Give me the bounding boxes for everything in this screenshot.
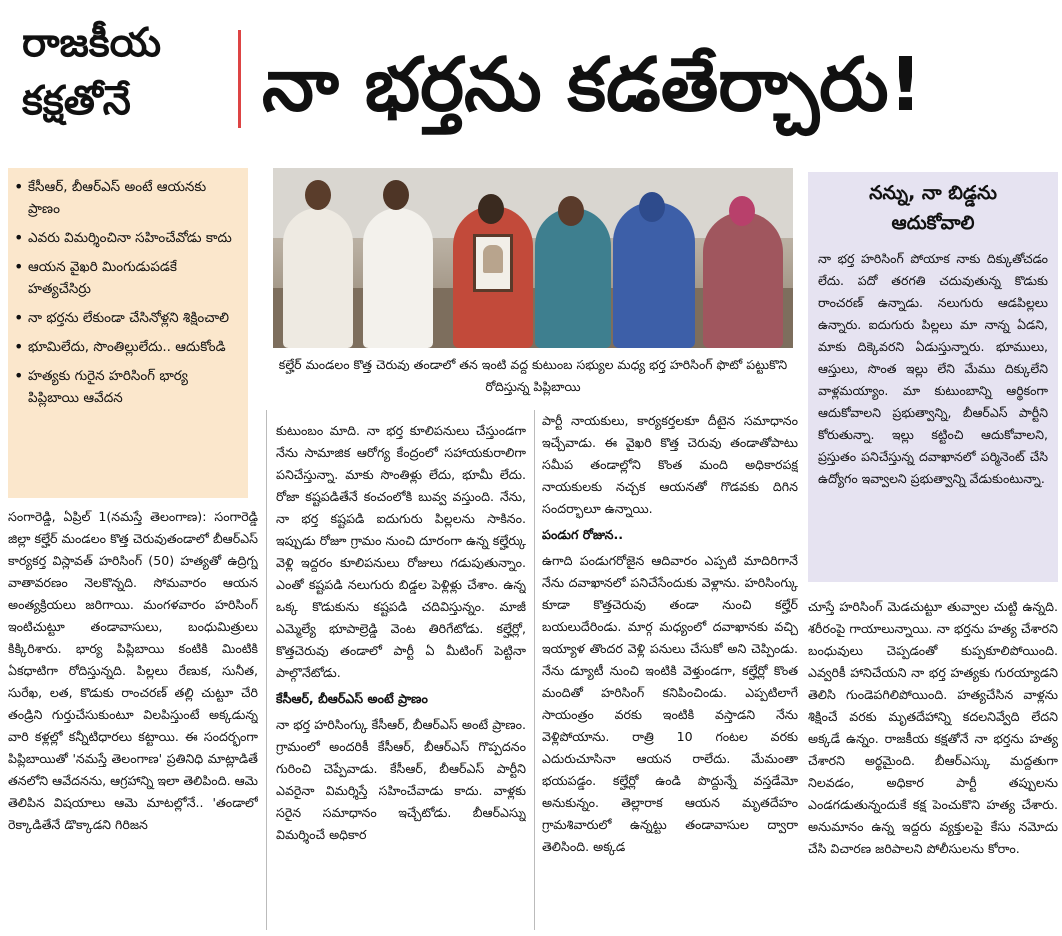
kicker-line-1: రాజకీయ <box>22 20 162 66</box>
photo-person <box>613 202 695 348</box>
highlight-item <box>14 365 242 409</box>
highlights-box <box>8 168 248 498</box>
photo-person <box>283 208 353 348</box>
bullet-icon: • <box>14 228 24 247</box>
article-column-2 <box>276 420 526 932</box>
highlight-item <box>14 227 242 249</box>
kicker-line-2: కక్షతోనే <box>22 78 131 124</box>
highlight-text: నా భర్తను లేకుండా చేసినోళ్లని శిక్షించాలి <box>28 310 230 326</box>
highlight-item <box>14 307 242 329</box>
bullet-icon: • <box>14 257 24 276</box>
photo-person-head <box>383 180 409 210</box>
sidebar-title-line-2: ఆదుకోవాలి <box>891 212 975 234</box>
photo-person-head <box>305 180 331 210</box>
bullet-icon: • <box>14 308 24 327</box>
highlight-text: హత్యకు గురైన హరిసింగ్ భార్య పిప్లిబాయి ఆవేదన <box>28 368 188 406</box>
article-paragraph: కుటుంబం మాది. నా భర్త కూలిపనులు చేస్తుండగా నేను సామాజిక ఆరోగ్య కేంద్రంలో సహాయకురాలిగా పనిచేస్తున్నా. మాకు సొంతిళ్లు లేదు, భూమీ లేదు. రోజా కష్టపడితేనే కంచంలోకి బువ్వ వస్తుంది. నేను, నా భర్త కష్టపడి ఐదుగురు పిల్లలను సాకినం. ఇప్పుడు రోజూ గ్రామం నుంచి దూరంగా ఉన్న కల్హేర్కు వెళ్లి ఇద్దరం కూలిపనులు రోజులు గడుపుతున్నాం. ఎంతో కష్టపడి నలుగురు బిడ్డల పెళ్లిళ్లు చేశాం. ఉన్న ఒక్క కొడుకును కష్టపడి చదివిస్తున్నం. మాజీ ఎమ్మెల్యే భూపాల్రెడ్డి వెంట తిరిగేటోడు. కల్హేర్లో, కొత్తచెరువు తండాలో పార్టీ ఏ మీటింగ్ పెట్టినా పాల్గొనేటోడు. <box>276 423 526 680</box>
photo-person <box>703 212 783 348</box>
article-column-4 <box>808 596 1058 932</box>
photo-person-head <box>478 194 504 224</box>
column-divider <box>266 410 267 930</box>
highlight-item <box>14 176 242 220</box>
highlight-text: ఎవరు విమర్శించినా సహించేవోడు కాదు <box>28 230 232 246</box>
photo-frame-portrait <box>483 245 503 273</box>
bullet-icon: • <box>14 366 24 385</box>
column-divider <box>534 410 535 930</box>
bullet-icon: • <box>14 337 24 356</box>
highlight-text: కేసీఆర్, బీఆర్ఎస్ అంటే ఆయనకు ప్రాణం <box>28 179 207 217</box>
photo-person-head <box>558 196 584 226</box>
article-paragraph: సంగారెడ్డి, ఏప్రిల్ 1(నమస్తే తెలంగాణ): సంగారెడ్డి జిల్లా కల్హేర్ మండలం కొత్త చెరువుతండాలో బీఆర్ఎస్ కార్యకర్త విస్లావత్ హరిసింగ్ (50) హత్యతో ఉద్రిగ్న వాతావరణం నెలకొన్నది. సోమవారం ఆయన అంత్యక్రియలు జరిగాయి. మంగళవారం హరిసింగ్ ఇంటిచుట్టూ తండావాసులు, బంధుమిత్రులు కిక్కిరిశారు. భార్య పిప్లిబాయి కంటికి మింటికి ఏకధాటిగా రోదిస్తున్నది. పిల్లలు రేణుక, సునీత, సురేఖ, లత, కొడుకు రాంచరణ్ తల్లి చుట్టూ చేరి తండ్రిని గుర్తుచేసుకుంటూ విలపిస్తుంటే అక్కడున్న వారి కళ్లల్లో కన్నీటిధారలు కట్టాయి. ఈ సందర్భంగా పిప్లిబాయితో 'నమస్తే తెలంగాణ' ప్రతినిధి మాట్లాడితే తనలోని ఆవేదనను, ఆగ్రహాన్ని ఇలా తెలిపింది. ఆమె తెలిపిన విషయాలు ఆమె మాటల్లోనే.. 'తండాలో రెక్కాడితేనే డొక్కాడని గిరిజన <box>8 509 258 832</box>
bullet-icon: • <box>14 177 24 196</box>
photo-person <box>535 208 611 348</box>
article-column-1 <box>8 506 258 932</box>
headline: నా భర్తను కడతేర్చారు! <box>262 42 923 128</box>
article-paragraph: నా భర్త హరిసింగ్కు కేసీఆర్, బీఆర్ఎస్ అంటే ప్రాణం. గ్రామంలో అందరికీ కేసీఆర్, బీఆర్ఎస్ గొప్పదనం గురించి చెప్పేవాడు. కేసీఆర్, బీఆర్ఎస్ పార్టీని ఎవరైనా విమర్శిస్తే సహించేవాడు కాదు. వాళ్లకు సరైన సమాధానం ఇచ్చేటోడు. బీఆర్ఎస్ను విమర్శించే అధికార <box>276 717 526 842</box>
article-subheading: పండుగ రోజున.. <box>542 527 624 542</box>
photo-caption: కల్హేర్ మండలం కొత్త చెరువు తండాలో తన ఇంటి వద్ద కుటుంబ సభ్యుల మధ్య భర్త హరిసింగ్ ఫొటో పట్టుకొని రోదిస్తున్న పిప్లిబాయి <box>278 357 788 394</box>
kicker <box>22 14 232 144</box>
sidebar-body: నా భర్త హరిసింగ్ పోయాక నాకు దిక్కుతోచడం లేదు. పదో తరగతి చదువుతున్న కొడుకు రాంచరణ్ ఉన్నాడు. నలుగురు ఆడపిల్లలు ఉన్నారు. ఐదుగురు పిల్లలు మా నాన్న ఏడని, మాకు దిక్కెవరని ఏడుస్తున్నారు. భూములు, ఆస్తులు, సొంత ఇల్లు లేని మేము దిక్కులేని వాళ్లమయ్యాం. మా కుటుంబాన్ని ఆర్థికంగా ఆదుకోవాలని ప్రభుత్వాన్ని, బీఆర్ఎస్ పార్టీని కోరుతున్నా. ఇల్లు కట్టించి ఆదుకోవాలని, ప్రస్తుతం పనిచేస్తున్న దవాఖానలో పర్మినెంట్ చేసి ఉద్యోగం ఇవ్వాలని ప్రభుత్వాన్ని వేడుకుంటున్నా. <box>818 251 1048 486</box>
highlight-text: భూమిలేదు, సొంతిల్లులేదు.. ఆదుకోండి <box>28 339 226 355</box>
article-paragraph: ఉగాది పండుగరోజైన ఆదివారం ఎప్పటి మాదిరిగానే నేను దవాఖానలో పనిచేసేందుకు వెళ్లాను. హరిసింగ్కు కూడా కొత్తచెరువు తండా నుంచి కల్హేర్ బయలుదేరిండు. మార్గ మధ్యంలో దవాఖానకు వచ్చి ఇయ్యాళ తొందర వెళ్లి పనులు చేసుకో అని చెప్పిండు. నేను డ్యూటీ నుంచి ఇంటికి వెళ్తుండగా, కల్హేర్లో కొంత మందితో హరిసింగ్ కనిపించిండు. ఎప్పటిలాగే సాయంత్రం వరకు ఇంటికి వస్తాడని నేను వెళ్లిపోయాను. రాత్రి 10 గంటల వరకు ఎదురుచూసినా ఆయన రాలేదు. మేమంతా భయపడ్డం. కల్హేర్లో ఉండి పొద్దున్నే వస్తడేమో అనుకున్నం. తెల్లారాక ఆయన మృతదేహం గ్రామశివారులో ఉన్నట్టు తండావాసుల ద్వారా తెలిసింది. అక్కడ <box>542 553 798 854</box>
photo-person <box>363 208 433 348</box>
photo-person-head <box>729 196 755 226</box>
sidebar-title-line-1: నన్ను, నా బిడ్డను <box>869 182 997 204</box>
news-photo <box>273 168 793 348</box>
article-paragraph: పార్టీ నాయకులు, కార్యకర్తలకూ దీటైన సమాధానం ఇచ్చేవాడు. ఈ వైఖరి కొత్త చెరువు తండాతోపాటు సమీప తండాల్లోని కొంత మంది అధికారపక్ష నాయకులకు నచ్చక ఆయనతో గొడవకు దిగిన సందర్భాలూ ఉన్నాయి. <box>542 413 798 516</box>
article-paragraph: చూస్తే హరిసింగ్ మెడచుట్టూ తువ్వాల చుట్టి ఉన్నది. శరీరంపై గాయాలున్నాయి. నా భర్తను హత్య చేశారని బంధువులు చెప్పడంతో కుప్పకూలిపోయింది. ఎవ్వరికీ హానిచేయని నా భర్త హత్యకు గురయ్యాడని తెలిసి గుండెపగిలిపోయింది. హత్యచేసిన వాళ్లను శిక్షించే వరకు మృతదేహాన్ని కదలనివ్వేది లేదని అక్కడే ఉన్నం. రాజకీయ కక్షతోనే నా భర్తను హత్య చేశారని అర్థమైంది. బీఆర్ఎస్కు మద్దతుగా నిలవడం, అధికార పార్టీ తప్పులను ఎండగడుతున్నందుకే కక్ష పెంచుకొని హత్య చేశారు. అనుమానం ఉన్న ఇద్దరు వ్యక్తులపై కేసు నమోదు చేసి విచారణ జరిపాలని పోలీసులను కోరాం. <box>808 599 1058 856</box>
highlight-text: ఆయన వైఖరి మింగుడుపడకే హత్యచేసిర్రు <box>28 259 177 297</box>
highlight-item <box>14 336 242 358</box>
kicker-divider <box>238 30 241 128</box>
photo-frame <box>473 234 513 292</box>
article-subheading: కేసీఆర్, బీఆర్ఎస్ అంటే ప్రాణం <box>276 691 428 706</box>
article-column-3 <box>542 410 798 932</box>
sidebar-box <box>808 172 1058 582</box>
highlight-item <box>14 256 242 300</box>
photo-person-head <box>639 192 665 222</box>
